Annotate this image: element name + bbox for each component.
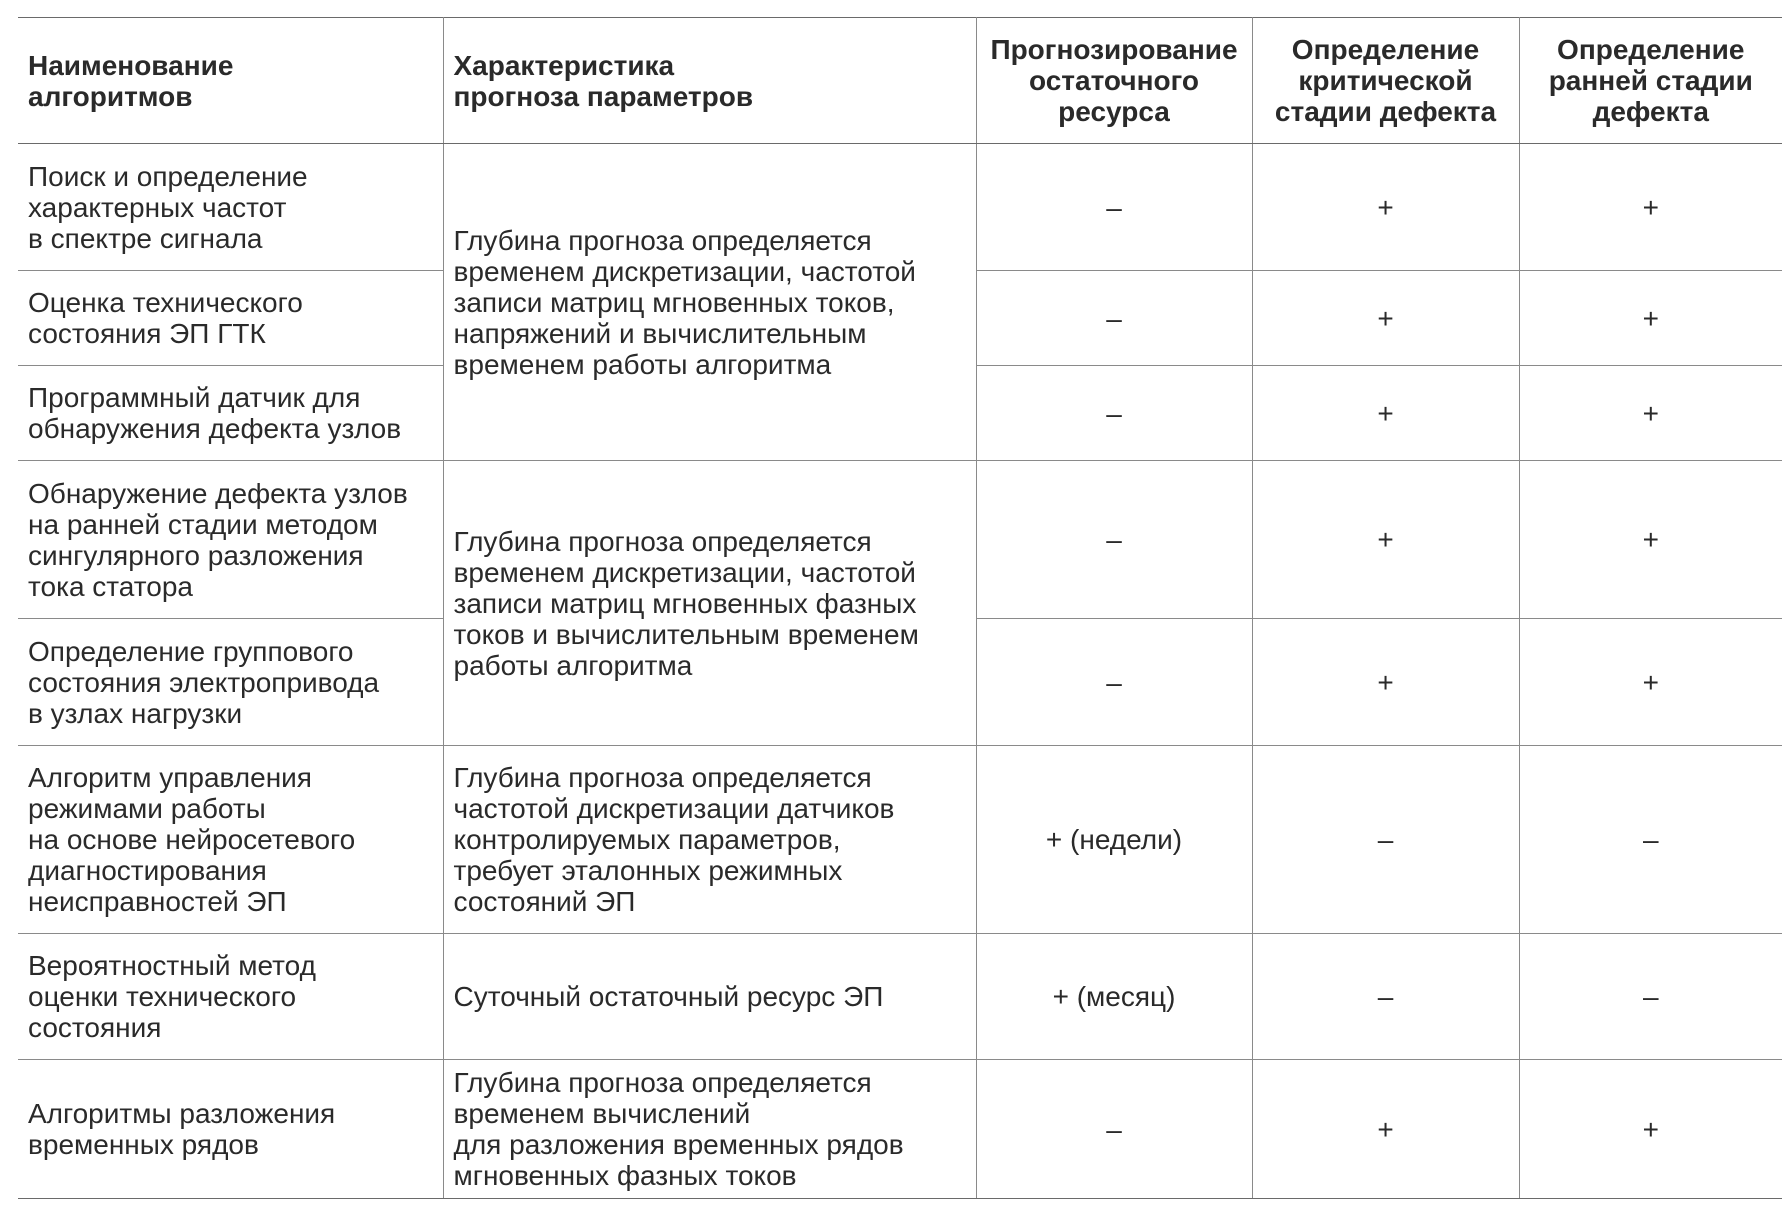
algorithms-comparison-table xyxy=(18,17,1782,1199)
document-page xyxy=(18,17,1782,1199)
early-stage-value: + xyxy=(1519,619,1782,746)
algorithm-name-cell: Поиск и определение характерных частот в спектре сигнала xyxy=(18,144,443,271)
early-stage-value: + xyxy=(1519,366,1782,461)
header-algorithm-name: Наименование алгоритмов xyxy=(18,18,443,144)
forecast-characteristic-cell: Глубина прогноза определяется частотой дискретизации датчиков контролируемых параметров, требует эталонных режимных состояний ЭП xyxy=(443,746,976,934)
algorithm-name-cell: Обнаружение дефекта узлов на ранней стадии методом сингулярного разложения тока статора xyxy=(18,461,443,619)
algorithm-name-cell: Определение группового состояния электропривода в узлах нагрузки xyxy=(18,619,443,746)
algorithm-name-cell: Алгоритм управления режимами работы на основе нейросетевого диагностирования неисправностей ЭП xyxy=(18,746,443,934)
residual-resource-value: – xyxy=(976,1060,1252,1199)
early-stage-value: – xyxy=(1519,934,1782,1060)
table-header-row xyxy=(18,18,1782,144)
algorithm-name-cell: Вероятностный метод оценки технического состояния xyxy=(18,934,443,1060)
forecast-characteristic-cell: Глубина прогноза определяется временем вычислений для разложения временных рядов мгновенных фазных токов xyxy=(443,1060,976,1199)
early-stage-value: – xyxy=(1519,746,1782,934)
header-critical-stage: Определение критической стадии дефекта xyxy=(1252,18,1519,144)
algorithm-name-cell: Алгоритмы разложения временных рядов xyxy=(18,1060,443,1199)
residual-resource-value: – xyxy=(976,461,1252,619)
critical-stage-value: + xyxy=(1252,1060,1519,1199)
critical-stage-value: + xyxy=(1252,461,1519,619)
early-stage-value: + xyxy=(1519,461,1782,619)
early-stage-value: + xyxy=(1519,271,1782,366)
header-early-stage: Определение ранней стадии дефекта xyxy=(1519,18,1782,144)
residual-resource-value: – xyxy=(976,619,1252,746)
table-row xyxy=(18,746,1782,934)
table-row xyxy=(18,461,1782,619)
early-stage-value: + xyxy=(1519,1060,1782,1199)
table-row xyxy=(18,934,1782,1060)
forecast-characteristic-cell: Суточный остаточный ресурс ЭП xyxy=(443,934,976,1060)
critical-stage-value: – xyxy=(1252,934,1519,1060)
critical-stage-value: + xyxy=(1252,271,1519,366)
residual-resource-value: – xyxy=(976,366,1252,461)
algorithm-name-cell: Программный датчик для обнаружения дефекта узлов xyxy=(18,366,443,461)
header-forecast-characteristic: Характеристика прогноза параметров xyxy=(443,18,976,144)
critical-stage-value: + xyxy=(1252,366,1519,461)
algorithm-name-cell: Оценка технического состояния ЭП ГТК xyxy=(18,271,443,366)
header-residual-resource: Прогнозирование остаточного ресурса xyxy=(976,18,1252,144)
early-stage-value: + xyxy=(1519,144,1782,271)
residual-resource-value: + (месяц) xyxy=(976,934,1252,1060)
forecast-characteristic-cell: Глубина прогноза определяется временем дискретизации, частотой записи матриц мгновенных фазных токов и вычислительным временем работы алгоритма xyxy=(443,461,976,746)
critical-stage-value: – xyxy=(1252,746,1519,934)
residual-resource-value: – xyxy=(976,271,1252,366)
table-row xyxy=(18,1060,1782,1199)
forecast-characteristic-cell: Глубина прогноза определяется временем дискретизации, частотой записи матриц мгновенных токов, напряжений и вычислительным временем работы алгоритма xyxy=(443,144,976,461)
critical-stage-value: + xyxy=(1252,144,1519,271)
residual-resource-value: – xyxy=(976,144,1252,271)
table-row xyxy=(18,144,1782,271)
critical-stage-value: + xyxy=(1252,619,1519,746)
residual-resource-value: + (недели) xyxy=(976,746,1252,934)
